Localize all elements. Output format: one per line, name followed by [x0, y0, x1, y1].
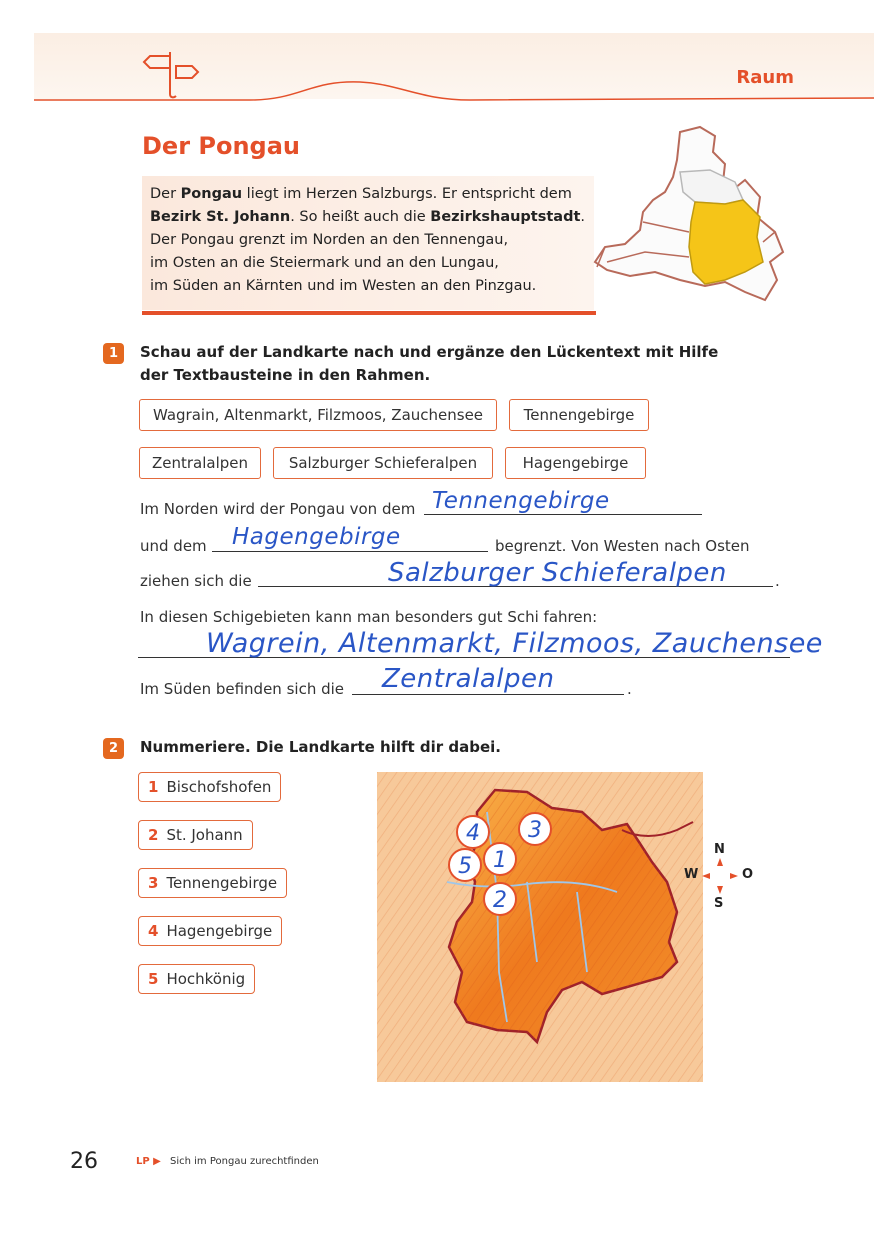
number-item: 5 Hochkönig: [138, 964, 255, 994]
word-chip: Hagengebirge: [505, 447, 646, 479]
handwritten-answer-5: Zentralalpen: [382, 664, 555, 694]
cloze-sentence-5a: Im Süden befinden sich die: [140, 680, 345, 698]
handwritten-answer-2: Hagengebirge: [232, 524, 401, 550]
task-1-instruction: Schau auf der Landkarte nach und ergänze den Lückentext mit Hilfe der Textbausteine in den Rahmen.: [140, 343, 719, 384]
signpost-icon: [140, 48, 202, 100]
footer-lp-label: LP ▶: [136, 1156, 161, 1167]
handwritten-answer-1: Tennengebirge: [432, 488, 610, 514]
footer-caption: Sich im Pongau zurechtfinden: [170, 1156, 319, 1167]
cloze-sentence-2a: und dem: [140, 537, 207, 555]
answer-blank-5[interactable]: [352, 694, 624, 695]
number-item: 1 Bischofshofen: [138, 772, 281, 802]
section-label: Raum: [736, 67, 794, 88]
word-chip: Zentralalpen: [139, 447, 261, 479]
answer-blank-1[interactable]: [424, 514, 702, 515]
intro-text: Der Pongau liegt im Herzen Salzburgs. Er entspricht dem Bezirk St. Johann. So heißt auch die Bezirkshauptstadt. Der Pongau grenzt im Norden an den Tennengau, im Osten an die Steiermark und an den Lungau, im Süden an Kärnten und im Westen an den Pinzgau.: [150, 186, 586, 294]
number-item: 2 St. Johann: [138, 820, 253, 850]
compass-rose-icon: [700, 856, 740, 896]
compass-w: W: [684, 867, 699, 882]
cloze-sentence-5b: .: [627, 680, 632, 698]
handwritten-answer-4: Wagrein, Altenmarkt, Filzmoos, Zauchensee: [206, 628, 823, 659]
map-mark: 4: [466, 821, 480, 846]
map-mark: 5: [458, 854, 472, 879]
map-mark: 3: [528, 818, 542, 843]
compass-n: N: [714, 842, 725, 857]
cloze-sentence-3a: ziehen sich die: [140, 572, 252, 590]
word-chip: Tennengebirge: [509, 399, 649, 431]
intro-rule: [142, 311, 596, 315]
compass-s: S: [714, 896, 724, 911]
task-1-number: 1: [103, 343, 124, 364]
number-item: 4 Hagengebirge: [138, 916, 282, 946]
map-mark: 2: [493, 888, 507, 913]
cloze-sentence-4: In diesen Schigebieten kann man besonders gut Schi fahren:: [140, 608, 598, 626]
cloze-sentence-3b: .: [775, 572, 780, 590]
word-chip: Salzburger Schieferalpen: [273, 447, 493, 479]
page-title: Der Pongau: [142, 132, 301, 160]
map-mark: 1: [493, 848, 507, 873]
cloze-sentence-1: Im Norden wird der Pongau von dem: [140, 500, 416, 518]
cloze-sentence-2b: begrenzt. Von Westen nach Osten: [495, 537, 750, 555]
word-chip: Wagrain, Altenmarkt, Filzmoos, Zauchensee: [139, 399, 497, 431]
salzburg-overview-map: [585, 122, 790, 307]
page-number: 26: [70, 1149, 98, 1174]
answer-blank-2[interactable]: [212, 551, 488, 552]
compass-o: O: [742, 867, 754, 882]
pongau-relief-map: [377, 772, 703, 1082]
handwritten-answer-3: Salzburger Schieferalpen: [388, 558, 727, 588]
number-item: 3 Tennengebirge: [138, 868, 287, 898]
task-2-instruction: Nummeriere. Die Landkarte hilft dir dabei.: [140, 738, 502, 756]
task-2-number: 2: [103, 738, 124, 759]
